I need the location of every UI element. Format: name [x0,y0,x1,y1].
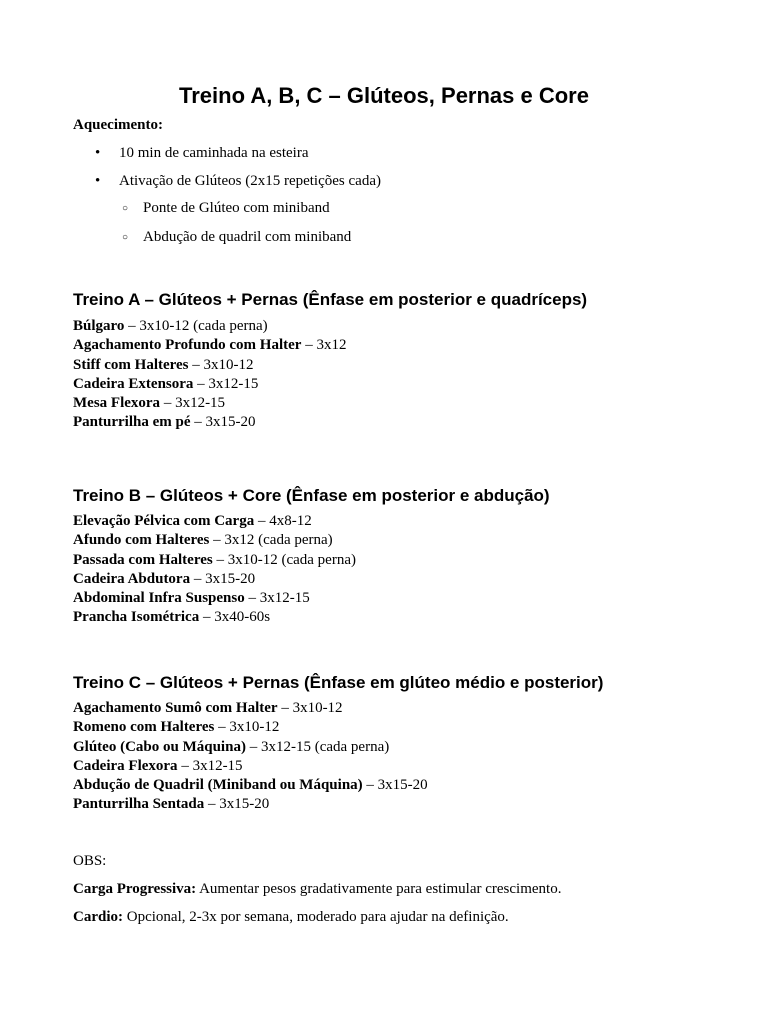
exercise-note: (cada perna) [254,532,333,549]
separator: – [124,318,140,334]
exercise-name: Cadeira Extensora [73,375,194,392]
obs-label: OBS: [73,853,107,869]
workout-b-heading: Treino B – Glúteos + Core (Ênfase em posterior e abdução) [73,486,550,505]
exercise-sets: 3x10-12 [139,318,190,334]
separator: – [301,337,317,354]
exercise-sets: 3x15-20 [377,777,428,794]
exercise-row [73,531,356,550]
exercise-row [73,551,356,570]
exercise-name: Agachamento Sumô com Halter [73,700,278,716]
separator: – [214,719,230,736]
exercise-name: Passada com Halteres [73,551,213,568]
exercise-name: Elevação Pélvica com Carga [73,513,255,529]
exercise-note: (cada perna) [277,551,356,568]
exercise-row [73,512,356,531]
exercise-row [73,589,356,608]
separator: – [190,570,206,587]
exercise-name: Afundo com Halteres [73,532,210,549]
hollow-bullet-icon: ○ [122,203,129,214]
workout-b-exercise-list [73,512,356,628]
separator: – [254,513,270,529]
exercise-sets: 3x12-15 [175,395,226,412]
bullet-icon: • [95,173,101,189]
exercise-sets: 3x10-12 [292,700,343,716]
exercise-name: Panturrilha Sentada [73,796,205,813]
exercise-sets: 3x10-12 [229,719,280,736]
exercise-name: Mesa Flexora [73,395,161,412]
exercise-row [73,795,428,814]
separator: – [199,609,215,626]
exercise-name: Stiff com Halteres [73,356,189,373]
separator: – [362,777,378,794]
exercise-name: Búlgaro [73,318,125,334]
workout-c-heading: Treino C – Glúteos + Pernas (Ênfase em glúteo médio e posterior) [73,673,604,692]
bullet-icon: • [95,145,101,161]
warmup-item-text: Ativação de Glúteos (2x15 repetições cada) [119,173,381,189]
obs-note-cardio [73,908,509,926]
separator: – [244,590,260,607]
note-label: Cardio: [73,909,123,925]
separator: – [188,356,204,373]
separator: – [204,796,220,813]
separator: – [177,757,193,774]
separator: – [209,532,225,549]
note-text: Opcional, 2-3x por semana, moderado para ajudar na definição. [123,909,509,925]
exercise-sets: 3x12-15 [260,738,311,755]
exercise-name: Abdução de Quadril (Miniband ou Máquina) [73,777,363,794]
exercise-name: Abdominal Infra Suspenso [73,590,245,607]
workout-a-heading: Treino A – Glúteos + Pernas (Ênfase em posterior e quadríceps) [73,290,588,309]
exercise-name: Agachamento Profundo com Halter [73,337,302,354]
warmup-item-text: 10 min de caminhada na esteira [119,145,309,161]
exercise-note: (cada perna) [189,318,268,334]
exercise-row [73,718,428,737]
separator: – [245,738,261,755]
exercise-sets: 3x10-12 [203,356,254,373]
exercise-row [73,413,346,432]
note-text: Aumentar pesos gradativamente para estimular crescimento. [196,881,562,897]
warmup-label: Aquecimento: [73,117,163,133]
separator: – [190,414,206,431]
exercise-sets: 3x12 [224,532,255,549]
exercise-row [73,608,356,627]
exercise-row [73,336,346,355]
exercise-row [73,356,346,375]
exercise-row [73,699,428,718]
exercise-row [73,757,428,776]
exercise-sets: 3x12-15 [208,375,259,392]
workout-c-exercise-list [73,699,428,815]
hollow-bullet-icon: ○ [122,232,129,243]
exercise-name: Romeno com Halteres [73,719,215,736]
document-title: Treino A, B, C – Glúteos, Pernas e Core [179,83,589,108]
separator: – [160,395,176,412]
separator: – [277,700,293,716]
warmup-subitem-text: Abdução de quadril com miniband [143,229,352,245]
exercise-sets: 3x40-60s [214,609,271,626]
exercise-name: Panturrilha em pé [73,414,191,431]
workout-a-exercise-list [73,317,346,433]
exercise-name: Cadeira Abdutora [73,570,191,587]
exercise-sets: 3x15-20 [205,570,256,587]
separator: – [212,551,228,568]
exercise-sets: 4x8-12 [269,513,312,529]
exercise-note: (cada perna) [310,738,390,755]
exercise-name: Cadeira Flexora [73,757,178,774]
exercise-sets: 3x15-20 [205,414,256,431]
separator: – [193,375,209,392]
exercise-sets: 3x10-12 [227,551,278,568]
warmup-subitem-text: Ponte de Glúteo com miniband [143,200,330,216]
obs-note-progressive-load [73,880,561,898]
exercise-row [73,375,346,394]
exercise-row [73,738,428,757]
exercise-sets: 3x12-15 [192,757,243,774]
exercise-sets: 3x15-20 [219,796,270,813]
exercise-sets: 3x12 [316,337,347,354]
exercise-row [73,394,346,413]
exercise-row [73,776,428,795]
exercise-row [73,570,356,589]
exercise-sets: 3x12-15 [259,590,310,607]
note-label: Carga Progressiva: [73,881,197,897]
exercise-name: Glúteo (Cabo ou Máquina) [73,738,246,755]
exercise-name: Prancha Isométrica [73,609,200,626]
exercise-row [73,317,346,336]
